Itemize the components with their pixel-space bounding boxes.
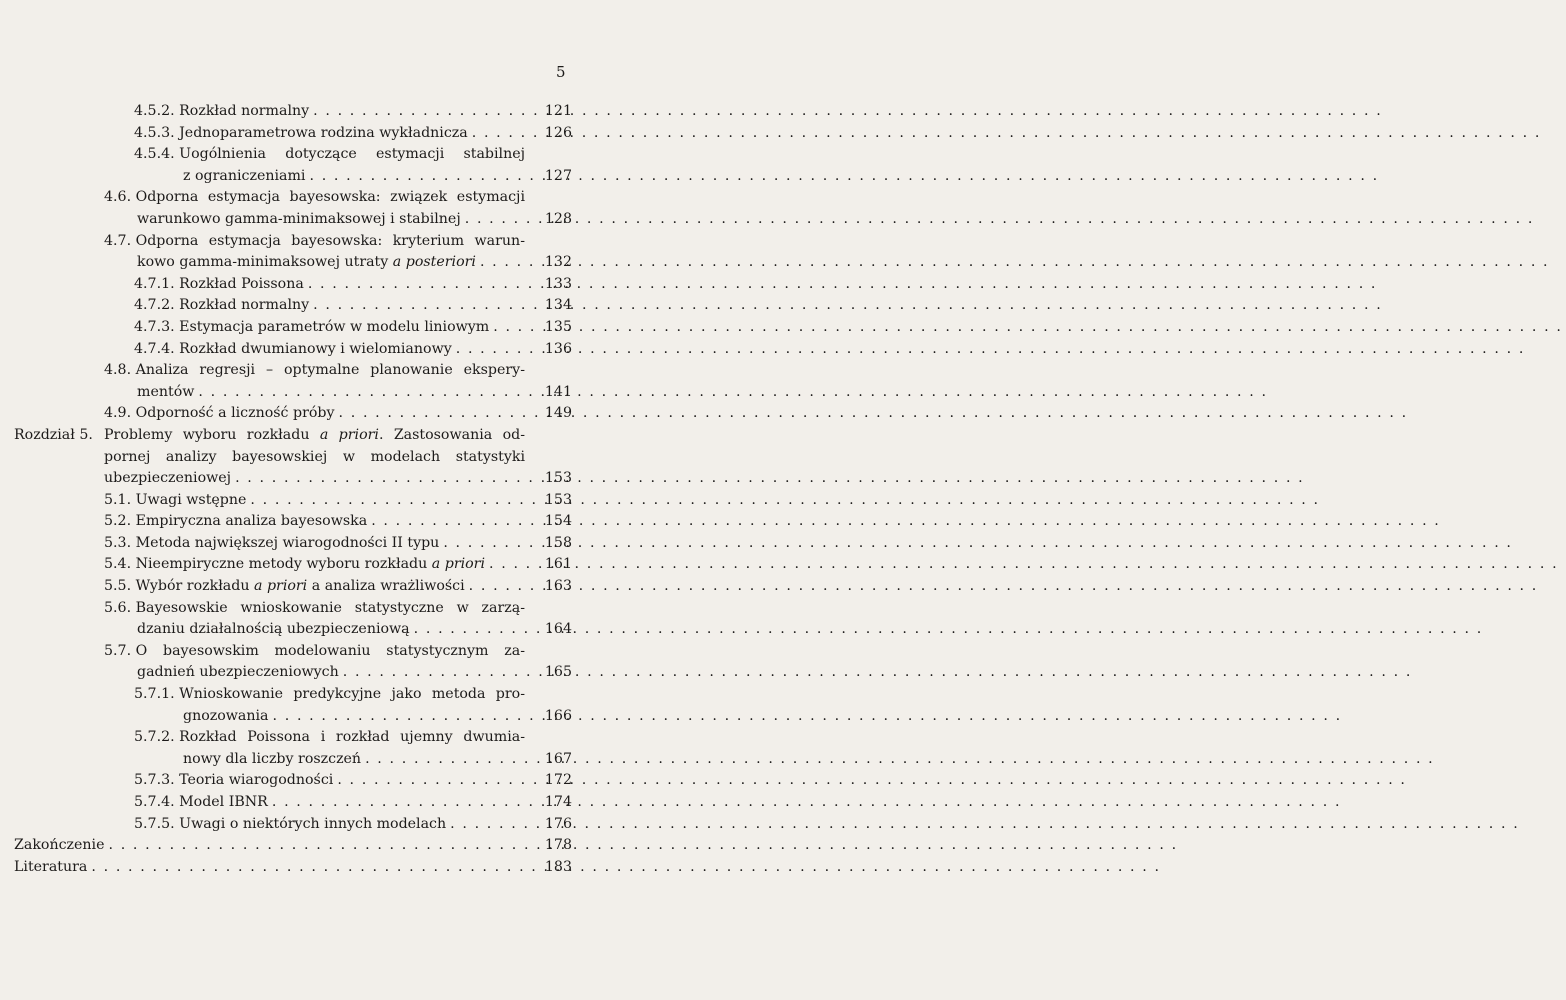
section-number: 4.7.	[104, 232, 136, 249]
toc-entry-line	[0, 297, 651, 319]
toc-entry-line	[0, 103, 651, 125]
dot-leader	[304, 276, 1381, 292]
dot-leader	[309, 103, 1386, 119]
section-title: gnozowania	[183, 707, 269, 724]
page-ref: 153	[544, 491, 572, 508]
section-title: warunkowo gamma-minimaksowej i stabilnej	[137, 210, 461, 227]
dot-leader	[339, 664, 1416, 680]
dot-leader	[452, 341, 1529, 357]
page-ref: 121	[544, 103, 572, 119]
toc-entry-line	[0, 319, 651, 341]
toc-entry-line	[0, 535, 651, 557]
page-ref: 153	[544, 470, 572, 487]
section-title: Rozkład normalny	[179, 297, 310, 314]
section-number: 5.7.	[104, 642, 136, 659]
section-number: 5.5.	[104, 578, 136, 595]
page-ref: 127	[544, 167, 572, 184]
toc-entry-line	[0, 556, 651, 578]
section-number: 4.7.4.	[134, 340, 180, 357]
page-ref: 166	[544, 707, 572, 724]
section-title: Rozkład Poissona i rozkład ujemny dwumia-	[179, 729, 525, 746]
dot-leader	[489, 319, 1566, 335]
section-number: 5.3.	[104, 534, 136, 551]
dot-leader	[246, 492, 1323, 508]
section-number: 5.7.2.	[134, 729, 180, 746]
dot-leader	[476, 254, 1553, 270]
toc-entry-line	[0, 168, 651, 190]
toc-entry-line	[0, 211, 651, 233]
page-ref: 136	[544, 340, 572, 357]
section-title: Problemy wyboru rozkładu a priori. Zastosowania od-	[104, 426, 525, 443]
section-number: 5.7.5.	[134, 815, 180, 832]
section-title: nowy dla liczby roszczeń	[183, 750, 362, 767]
page-ref: 167	[544, 750, 572, 767]
section-title: gadnień ubezpieczeniowych	[137, 664, 339, 681]
page-ref: 158	[544, 534, 572, 551]
page-ref: 135	[544, 318, 572, 335]
section-title: O bayesowskim modelowaniu statystycznym za-	[135, 642, 525, 659]
dot-leader	[269, 708, 1346, 724]
toc-entry-line	[0, 578, 651, 600]
dot-leader	[439, 535, 1516, 551]
section-title: Estymacja parametrów w modelu liniowym	[179, 318, 490, 335]
dot-leader	[485, 556, 1562, 572]
page-ref: 149	[544, 405, 572, 422]
section-number: 4.7.2.	[134, 297, 180, 314]
dot-leader	[335, 405, 1412, 421]
toc-entry-line	[0, 276, 651, 298]
section-title: Zakończenie	[14, 837, 105, 854]
dot-leader	[305, 168, 1382, 184]
dot-leader	[268, 794, 1345, 810]
page-ref: 154	[544, 513, 572, 530]
toc-entry-line	[0, 751, 651, 773]
toc-entry-line	[0, 837, 651, 859]
section-title: Odporna estymacja bayesowska: związek estymacji	[135, 189, 525, 206]
dot-leader	[465, 578, 1542, 594]
page-ref: 132	[544, 254, 572, 271]
section-title: Literatura	[14, 858, 88, 875]
section-number: 4.5.3.	[134, 124, 180, 141]
page-ref: 134	[544, 297, 572, 314]
toc-entry-line	[0, 405, 651, 427]
page-ref: 163	[544, 578, 572, 595]
section-title: dzaniu działalnością ubezpieczeniową	[137, 621, 410, 638]
toc-entry-line	[0, 772, 651, 794]
toc-entry-line	[0, 233, 651, 255]
section-title: Empiryczna analiza bayesowska	[135, 513, 368, 530]
toc-entry-line	[0, 254, 651, 276]
toc-entry-line	[0, 513, 651, 535]
section-title: mentów	[137, 383, 195, 400]
section-title: Wybór rozkładu a priori a analiza wrażliwości	[135, 578, 465, 595]
page-ref: 161	[544, 556, 572, 573]
section-title: Bayesowskie wnioskowanie statystyczne w zarzą-	[135, 599, 525, 616]
chapter-prefix: Rozdział 5.	[14, 426, 93, 443]
section-title: Uogólnienia dotyczące estymacji stabilnej	[179, 146, 525, 163]
page-ref: 183	[544, 858, 572, 875]
section-title: Model IBNR	[179, 794, 268, 810]
section-title: Wnioskowanie predykcyjne jako metoda pro-	[179, 686, 525, 703]
section-title: Nieempiryczne metody wyboru rozkładu a priori	[135, 556, 485, 573]
toc-entry-line	[0, 859, 651, 881]
section-number: 4.6.	[104, 189, 136, 206]
section-title: Uwagi wstępne	[135, 491, 247, 508]
section-number: 4.7.1.	[134, 275, 180, 292]
section-title: Rozkład dwumianowy i wielomianowy	[179, 340, 452, 357]
section-number: 5.7.3.	[134, 772, 180, 789]
section-title: Rozkład normalny	[179, 103, 310, 119]
page-ref: 178	[544, 837, 572, 854]
page-ref: 141	[544, 383, 572, 400]
section-number: 5.2.	[104, 513, 136, 530]
section-title: kowo gamma-minimaksowej utraty a posteriori	[137, 254, 476, 271]
dot-leader	[231, 470, 1308, 486]
section-number: 5.7.4.	[134, 794, 180, 810]
section-number: 4.9.	[104, 405, 136, 422]
page-ref: 133	[544, 275, 572, 292]
toc-entry-line	[0, 600, 651, 622]
dot-leader	[333, 772, 1410, 788]
toc-entry-line	[0, 708, 651, 730]
toc-entry-line	[0, 643, 651, 665]
section-number: 4.5.2.	[134, 103, 180, 119]
section-title: ubezpieczeniowej	[104, 470, 232, 487]
page-ref: 174	[544, 794, 572, 810]
toc-entry-line	[0, 362, 651, 384]
page-ref: 172	[544, 772, 572, 789]
toc-entry-line	[0, 816, 651, 838]
dot-leader	[309, 297, 1386, 313]
section-title: Metoda największej wiarogodności II typu	[135, 534, 440, 551]
section-title: Teoria wiarogodności	[179, 772, 334, 789]
toc-entry-line	[0, 664, 651, 686]
dot-leader	[461, 211, 1538, 227]
section-title: Analiza regresji – optymalne planowanie ekspery-	[135, 362, 525, 379]
section-title: Rozkład Poissona	[179, 275, 304, 292]
toc-entry-line	[0, 449, 651, 471]
section-number: 5.6.	[104, 599, 136, 616]
page-ref: 164	[544, 621, 572, 638]
toc-entry-line	[0, 125, 651, 147]
section-title: Odporność a liczność próby	[135, 405, 335, 422]
page-ref: 176	[544, 815, 572, 832]
dot-leader	[446, 816, 1523, 832]
toc-page	[0, 0, 651, 1000]
section-number: 4.8.	[104, 362, 136, 379]
section-number: 4.7.3.	[134, 318, 180, 335]
toc-entry-line	[0, 189, 651, 211]
section-title: Odporna estymacja bayesowska: kryterium warun-	[135, 232, 525, 249]
section-number: 4.5.4.	[134, 146, 180, 163]
toc-entry-line	[0, 729, 651, 751]
section-number: 5.4.	[104, 556, 136, 573]
dot-leader	[468, 125, 1545, 141]
section-title: z ograniczeniami	[183, 167, 306, 184]
toc-entry-line	[0, 621, 651, 643]
section-title: Jednoparametrowa rodzina wykładnicza	[179, 124, 468, 141]
toc-entry-line	[0, 341, 651, 363]
toc-entry-line	[0, 470, 651, 492]
dot-leader	[87, 859, 1164, 875]
section-number: 5.1.	[104, 491, 136, 508]
page-number: 5	[556, 63, 566, 81]
dot-leader	[104, 837, 1181, 853]
toc-entry-line	[0, 686, 651, 708]
page-ref: 128	[544, 210, 572, 227]
toc-entry-line	[0, 427, 651, 449]
section-number: 5.7.1.	[134, 686, 180, 703]
dot-leader	[194, 384, 1271, 400]
section-title: pornej analizy bayesowskiej w modelach statystyki	[104, 448, 525, 465]
toc-entry-line	[0, 146, 651, 168]
page-ref: 126	[544, 124, 572, 141]
section-title: Uwagi o niektórych innych modelach	[179, 815, 447, 832]
toc-entry-line	[0, 384, 651, 406]
toc-entry-line	[0, 492, 651, 514]
page-ref: 165	[544, 664, 572, 681]
toc-entry-line	[0, 794, 651, 816]
table-of-contents	[0, 103, 651, 880]
